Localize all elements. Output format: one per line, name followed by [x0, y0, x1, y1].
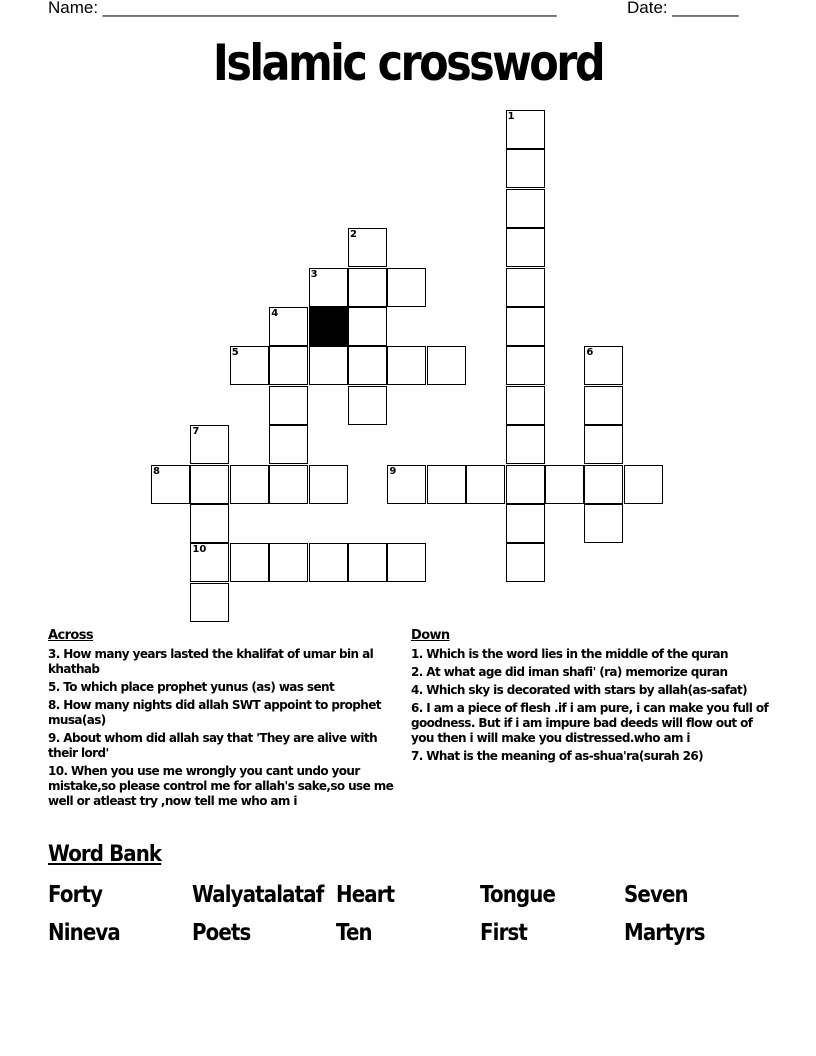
- clue-number-label: 9.: [48, 731, 60, 745]
- crossword-cell[interactable]: [348, 386, 387, 425]
- crossword-cell[interactable]: [348, 268, 387, 307]
- crossword-cell[interactable]: [190, 425, 229, 464]
- crossword-cell[interactable]: [190, 543, 229, 582]
- crossword-cell[interactable]: [387, 268, 426, 307]
- clue-number: 10: [192, 544, 207, 556]
- clue-text: When you use me wrongly you cant undo your mistake,so please control me for allah's sake,so use me well or atleast try ,now tell me who am i: [48, 764, 394, 808]
- clue-text: About whom did allah say that 'They are alive with their lord': [48, 731, 378, 760]
- crossword-cell[interactable]: [506, 504, 545, 543]
- crossword-cell[interactable]: [348, 346, 387, 385]
- crossword-black-cell: [309, 307, 348, 346]
- down-clue: [411, 683, 771, 698]
- crossword-cell[interactable]: [230, 346, 269, 385]
- word-bank-item: Forty: [48, 882, 103, 908]
- crossword-cell[interactable]: [387, 543, 426, 582]
- crossword-cell[interactable]: [387, 346, 426, 385]
- word-bank-item: First: [480, 920, 527, 946]
- crossword-cell[interactable]: [506, 386, 545, 425]
- crossword-cell[interactable]: [190, 465, 229, 504]
- crossword-cell[interactable]: [584, 504, 623, 543]
- crossword-cell[interactable]: [584, 465, 623, 504]
- across-clue-list: [48, 647, 408, 809]
- clue-number: 3: [310, 268, 318, 280]
- clue-number-label: 4.: [411, 683, 423, 697]
- crossword-cell[interactable]: [269, 346, 308, 385]
- clue-text: How many years lasted the khalifat of umar bin al khathab: [48, 647, 374, 676]
- across-heading: Across: [48, 628, 93, 643]
- down-clue-list: [411, 647, 771, 764]
- word-bank-item: Poets: [192, 920, 251, 946]
- name-field-line: Name: ________________________________________________: [48, 0, 557, 17]
- crossword-cell[interactable]: [506, 110, 545, 149]
- crossword-cell[interactable]: [309, 543, 348, 582]
- crossword-cell[interactable]: [506, 228, 545, 267]
- crossword-cell[interactable]: [230, 465, 269, 504]
- clue-text: What is the meaning of as-shua'ra(surah 26): [422, 749, 703, 763]
- crossword-cell[interactable]: [506, 189, 545, 228]
- clue-number: 6: [586, 347, 594, 359]
- clue-number-label: 8.: [48, 698, 60, 712]
- across-clue: [48, 647, 408, 677]
- crossword-cell[interactable]: [545, 465, 584, 504]
- crossword-cell[interactable]: [584, 386, 623, 425]
- across-clue: [48, 698, 408, 728]
- crossword-cell[interactable]: [269, 386, 308, 425]
- across-clue: [48, 731, 408, 761]
- clue-number: 4: [271, 308, 279, 319]
- crossword-cell[interactable]: [348, 228, 387, 267]
- clue-text: At what age did iman shafi' (ra) memorize quran: [422, 665, 728, 679]
- down-heading: Down: [411, 628, 450, 643]
- crossword-cell[interactable]: [387, 465, 426, 504]
- crossword-cell[interactable]: [506, 425, 545, 464]
- clue-number-label: 2.: [411, 665, 423, 679]
- clue-text: I am a piece of flesh .if i am pure, i can make you full of goodness. But if i am impure bad deeds will flow out of you then i will make you distressed.who am i: [411, 701, 769, 745]
- across-clue: [48, 764, 408, 809]
- clue-number-label: 6.: [411, 701, 423, 715]
- clue-number-label: 10.: [48, 764, 68, 778]
- crossword-cell[interactable]: [427, 465, 466, 504]
- word-bank-item: Ten: [336, 920, 372, 946]
- word-bank-item: Walyatalataf: [192, 882, 324, 908]
- word-bank-item: Seven: [624, 882, 688, 908]
- down-clue: [411, 647, 771, 662]
- crossword-cell[interactable]: [269, 307, 308, 346]
- crossword-cell[interactable]: [190, 504, 229, 543]
- crossword-cell[interactable]: [348, 543, 387, 582]
- crossword-cell[interactable]: [190, 583, 229, 622]
- crossword-cell[interactable]: [506, 543, 545, 582]
- crossword-cell[interactable]: [427, 346, 466, 385]
- crossword-cell[interactable]: [584, 425, 623, 464]
- crossword-cell[interactable]: [309, 465, 348, 504]
- crossword-cell[interactable]: [269, 543, 308, 582]
- crossword-cell[interactable]: [269, 425, 308, 464]
- clue-number: 7: [192, 426, 200, 438]
- clue-text: How many nights did allah SWT appoint to prophet musa(as): [48, 698, 381, 727]
- crossword-cell[interactable]: [506, 149, 545, 188]
- down-clue: [411, 749, 771, 764]
- clue-number-label: 5.: [48, 680, 60, 694]
- date-field-line: Date: _______: [627, 0, 739, 17]
- down-clue: [411, 665, 771, 680]
- crossword-cell[interactable]: [624, 465, 663, 504]
- clue-number-label: 1.: [411, 647, 423, 661]
- clue-number: 5: [231, 347, 239, 359]
- clue-number-label: 3.: [48, 647, 60, 661]
- crossword-cell[interactable]: [506, 307, 545, 346]
- clue-number: 8: [153, 465, 160, 477]
- page-title: Islamic crossword: [212, 34, 604, 92]
- word-bank-item: Martyrs: [624, 920, 705, 946]
- crossword-cell[interactable]: [466, 465, 505, 504]
- clue-text: To which place prophet yunus (as) was sent: [59, 680, 335, 694]
- crossword-cell[interactable]: [506, 465, 545, 504]
- clue-text: Which sky is decorated with stars by allah(as-safat): [422, 683, 748, 697]
- crossword-cell[interactable]: [348, 307, 387, 346]
- clue-number: 1: [507, 111, 515, 122]
- crossword-cell[interactable]: [151, 465, 190, 504]
- clue-number: 9: [389, 465, 397, 477]
- word-bank-item: Nineva: [48, 920, 120, 946]
- word-bank-item: Tongue: [480, 882, 556, 908]
- across-clues: [48, 628, 408, 812]
- crossword-cell[interactable]: [269, 465, 308, 504]
- clue-text: Which is the word lies in the middle of the quran: [422, 647, 728, 661]
- crossword-cell[interactable]: [309, 268, 348, 307]
- crossword-cell[interactable]: [506, 268, 545, 307]
- word-bank-title: Word Bank: [48, 842, 162, 867]
- down-clues: [411, 628, 771, 767]
- crossword-cell[interactable]: [309, 346, 348, 385]
- across-clue: [48, 680, 408, 695]
- word-bank-item: Heart: [336, 882, 395, 908]
- crossword-cell[interactable]: [506, 346, 545, 385]
- crossword-cell[interactable]: [230, 543, 269, 582]
- down-clue: [411, 701, 771, 746]
- clue-number-label: 7.: [411, 749, 423, 763]
- clue-number: 2: [350, 229, 357, 241]
- crossword-cell[interactable]: [584, 346, 623, 385]
